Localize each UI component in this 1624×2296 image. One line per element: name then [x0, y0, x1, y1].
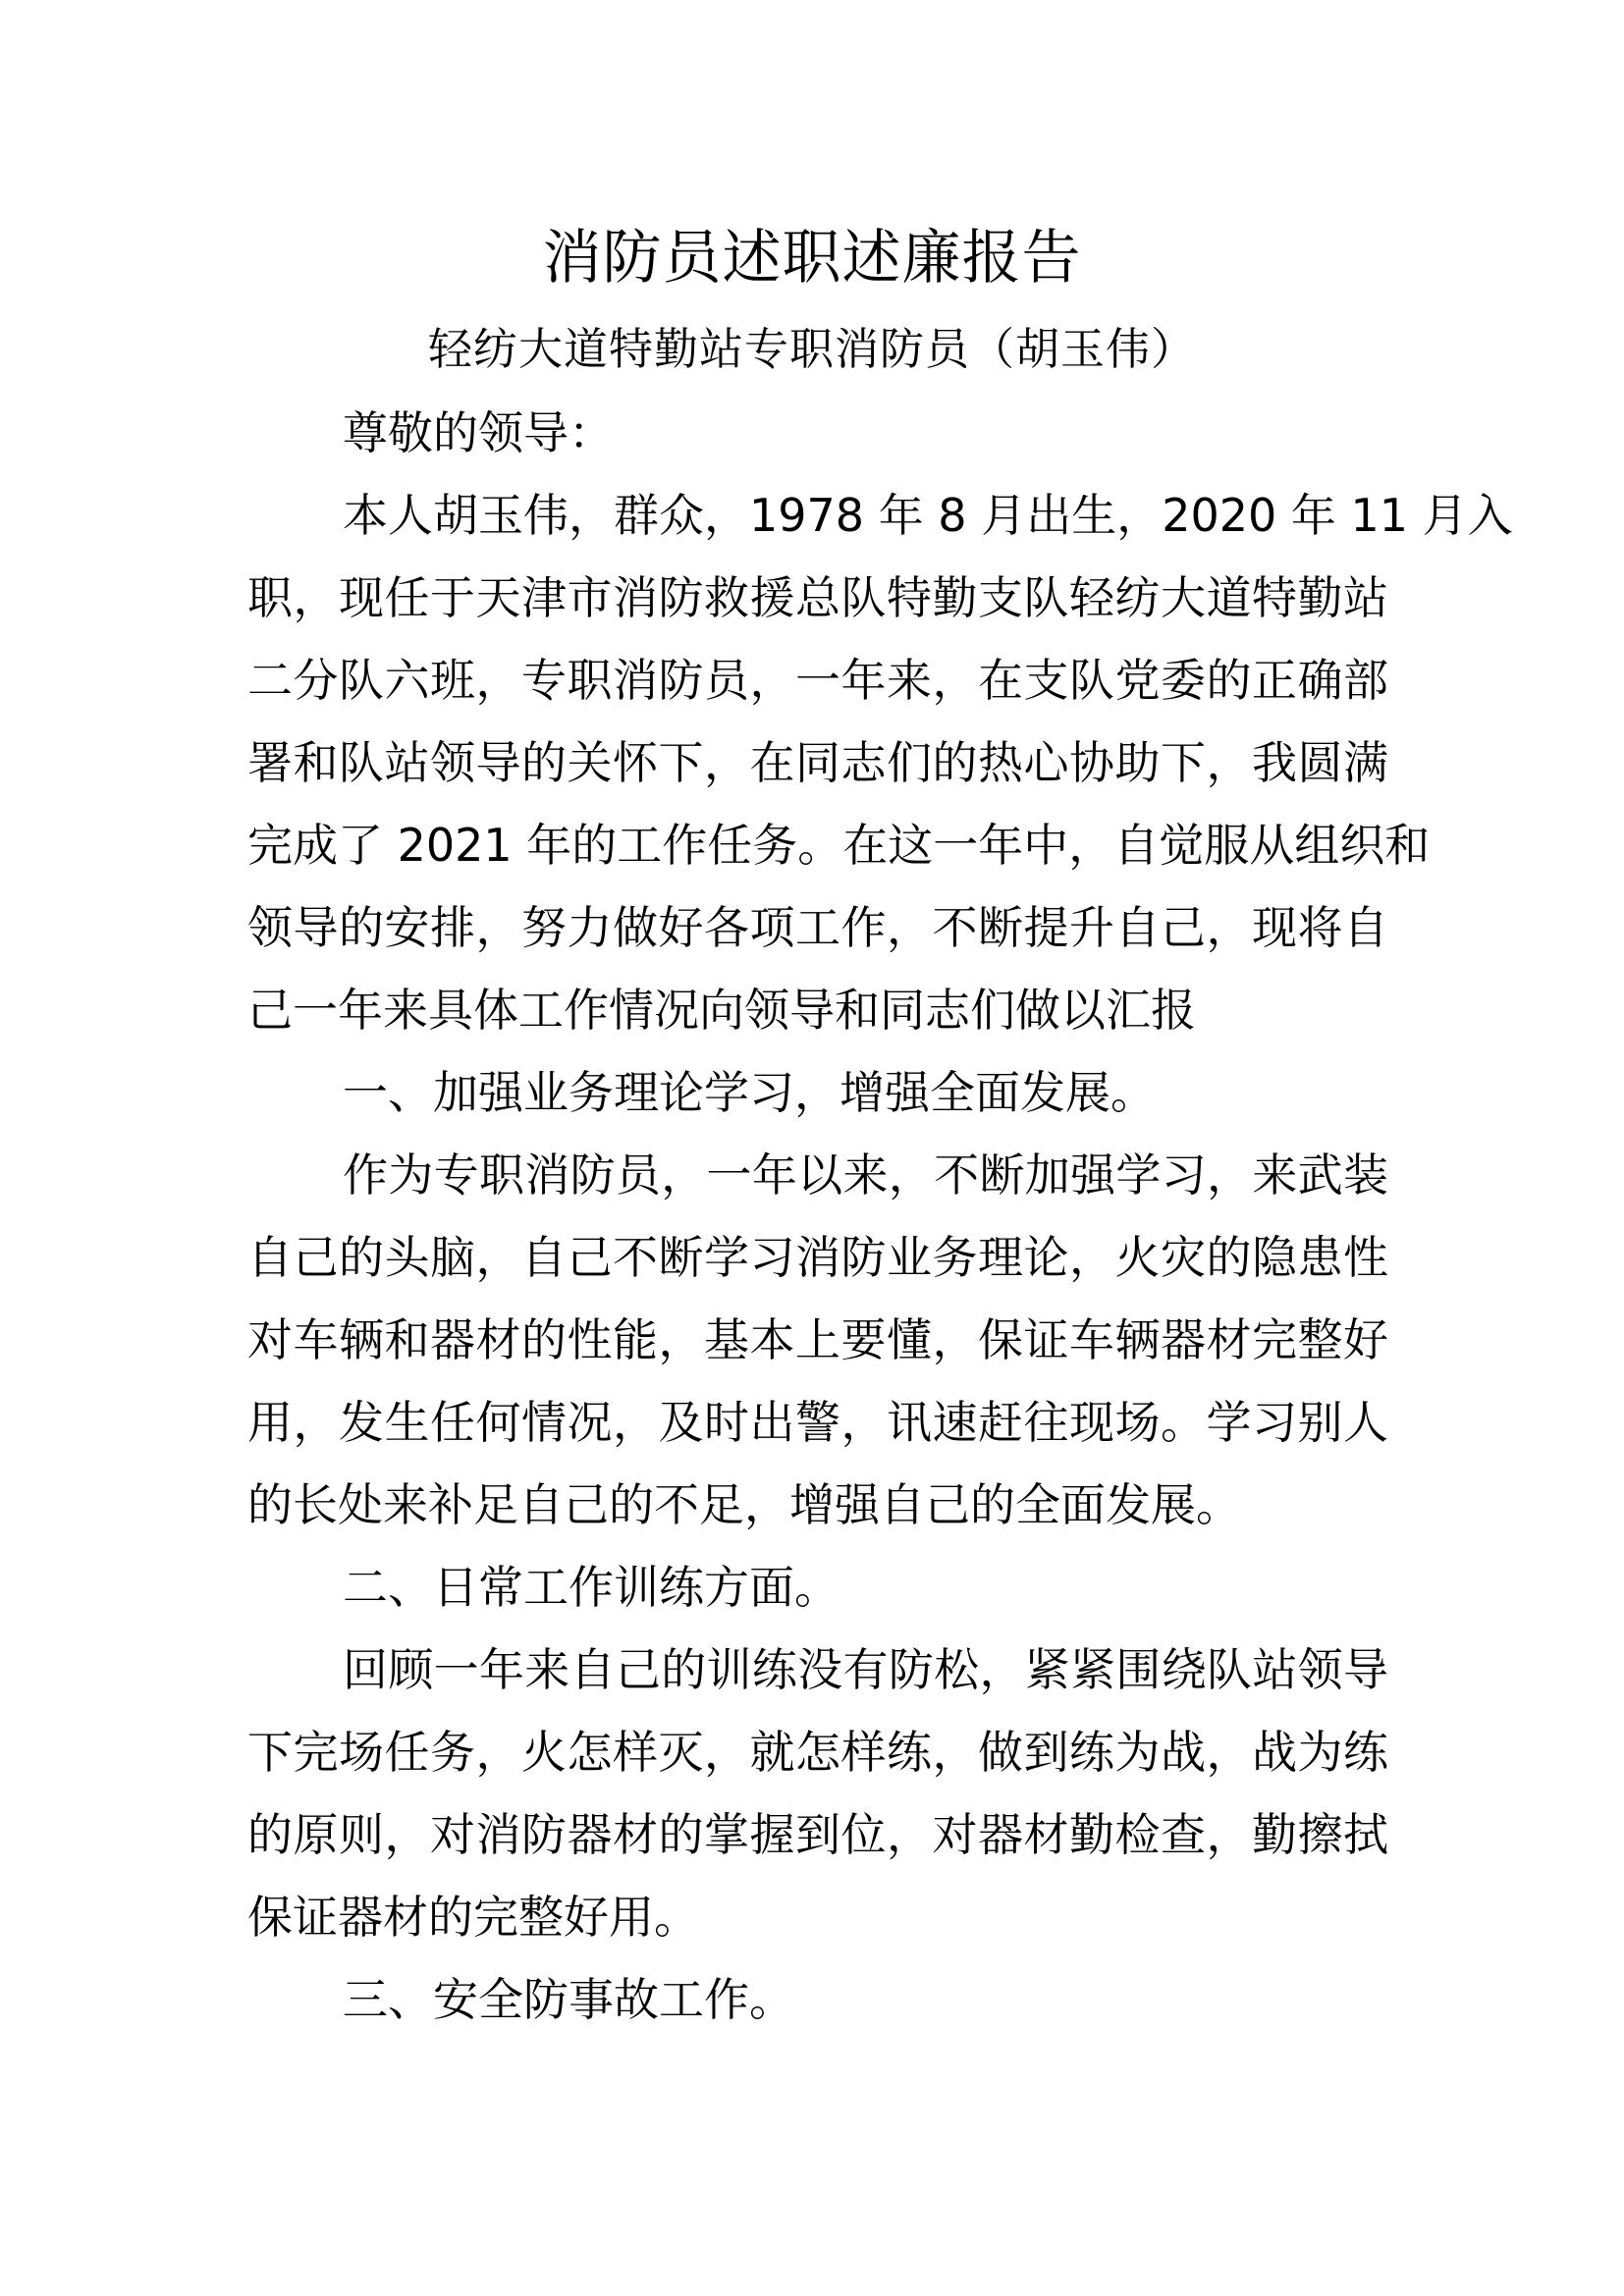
paragraph-line: 回顾一年来自己的训练没有防松，紧紧围绕队站领导: [343, 1643, 1388, 1696]
paragraph: [247, 1958, 1388, 2041]
paragraph: [247, 474, 1513, 1051]
paragraph-line: 的长处来补足自己的不足，增强自己的全面发展。: [247, 1478, 1241, 1531]
paragraph-line: 一、加强业务理论学习，增强全面发展。: [343, 1066, 1156, 1119]
paragraph-line: 领导的安排，努力做好各项工作，不断提升自己，现将自: [247, 901, 1388, 954]
paragraph: [247, 1051, 1388, 1134]
paragraph-line: 对车辆和器材的性能，基本上要懂，保证车辆器材完整好: [247, 1313, 1388, 1366]
paragraph: [247, 392, 1388, 474]
paragraph-line: 二、日常工作训练方面。: [343, 1561, 839, 1614]
paragraph-line: 自己的头脑，自己不断学习消防业务理论，火灾的隐患性: [247, 1231, 1388, 1284]
paragraph: [247, 1629, 1388, 1958]
paragraph-line: 二分队六班，专职消防员，一年来，在支队党委的正确部: [247, 654, 1388, 707]
paragraph-line: 下完场任务，火怎样灭，就怎样练，做到练为战，战为练: [247, 1726, 1388, 1779]
paragraph-line: 的原则，对消防器材的掌握到位，对器材勤检查，勤擦拭: [247, 1808, 1388, 1861]
paragraph-line: 职，现任于天津市消防救援总队特勤支队轻纺大道特勤站: [247, 571, 1388, 624]
paragraph-line: 己一年来具体工作情况向领导和同志们做以汇报: [247, 984, 1196, 1037]
paragraph: [247, 1546, 1388, 1629]
paragraph-line: 完成了 2021 年的工作任务。在这一年中，自觉服从组织和: [247, 819, 1431, 872]
paragraph-line: 三、安全防事故工作。: [343, 1973, 794, 2026]
document-body: [247, 392, 1513, 2041]
document-title: 消防员述职述廉报告: [542, 224, 1082, 293]
paragraph-line: 作为专职消防员，一年以来，不断加强学习，来武装: [343, 1148, 1388, 1201]
paragraph-line: 保证器材的完整好用。: [247, 1891, 699, 1944]
paragraph-line: 用，发生任何情况，及时出警，讯速赶往现场。学习别人: [247, 1396, 1388, 1449]
paragraph: [247, 1134, 1388, 1546]
paragraph-line: 本人胡玉伟，群众，1978 年 8 月出生，2020 年 11 月入: [343, 489, 1513, 542]
paragraph-line: 尊敬的领导：: [343, 406, 614, 459]
document-subtitle: 轻纺大道特勤站专职消防员（胡玉伟）: [427, 323, 1196, 375]
paragraph-line: 署和队站领导的关怀下，在同志们的热心协助下，我圆满: [247, 736, 1388, 789]
